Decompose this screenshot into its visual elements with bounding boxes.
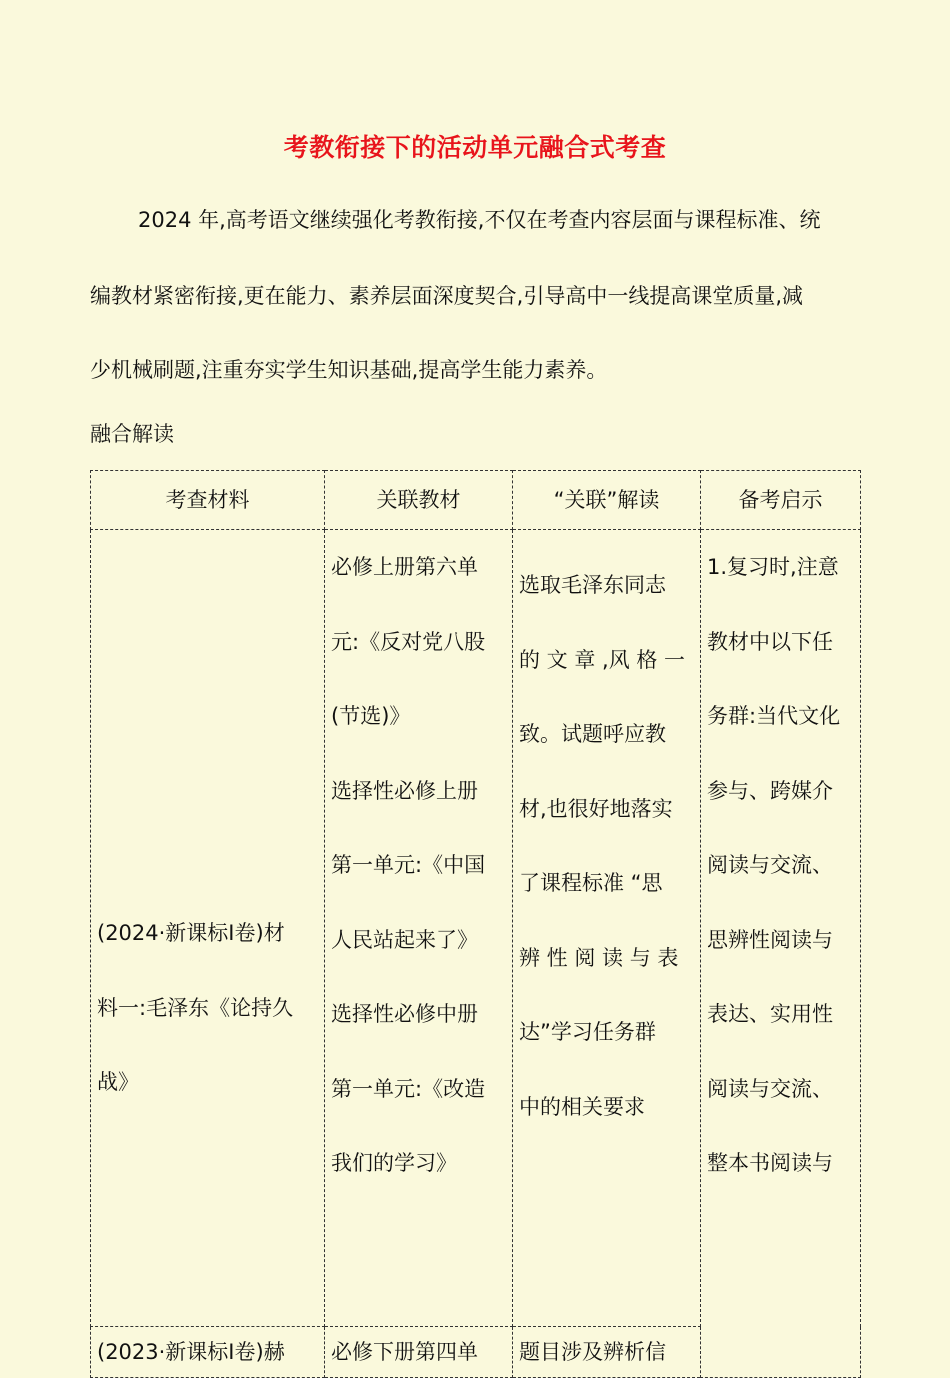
suggestion-line: 1.复习时,注意 [707, 555, 839, 579]
comparison-table [90, 470, 861, 1378]
header-material: 考查材料 [91, 471, 325, 530]
textbook-line: 选择性必修中册 [331, 1002, 478, 1026]
table-header-row [91, 471, 861, 530]
suggestion-line: 阅读与交流、 [707, 853, 833, 877]
textbook-line: 元:《反对党八股 [331, 629, 486, 654]
table-row [91, 530, 861, 1327]
textbook-line: 我们的学习》 [331, 1151, 457, 1175]
material-line: 战》 [97, 1070, 139, 1095]
textbook-line: 选择性必修上册 [331, 778, 478, 803]
section-label: 融合解读 [90, 422, 174, 446]
interpretation-line: 辨 性 阅 读 与 表 [519, 945, 679, 970]
cell-interpretation-2: 题目涉及辨析信 [513, 1327, 701, 1378]
header-textbook: 关联教材 [325, 471, 513, 530]
header-interpretation: “关联”解读 [513, 471, 701, 530]
material-line: (2024·新课标Ⅰ卷)材 [97, 921, 285, 946]
document-title: 考教衔接下的活动单元融合式考查 [283, 133, 667, 162]
suggestion-line: 思辨性阅读与 [707, 927, 833, 952]
textbook-line: 第一单元:《改造 [331, 1076, 486, 1101]
interpretation-line: 选取毛泽东同志 [519, 573, 666, 597]
cell-textbook-2: 必修下册第四单 [325, 1327, 513, 1378]
suggestion-line: 表达、实用性 [707, 1002, 833, 1026]
interpretation-line: 材,也很好地落实 [519, 796, 673, 821]
cell-textbook [325, 530, 513, 1327]
header-suggestion: 备考启示 [701, 471, 861, 530]
interpretation-line: 致。试题呼应教 [519, 722, 666, 746]
cell-material-2: (2023·新课标Ⅰ卷)赫 [91, 1327, 325, 1378]
suggestion-line: 阅读与交流、 [707, 1076, 833, 1101]
textbook-line: (节选)》 [331, 704, 411, 728]
cell-suggestion [701, 530, 861, 1378]
suggestion-line: 参与、跨媒介 [707, 778, 833, 803]
intro-line-1: 2024 年,高考语文继续强化考教衔接,不仅在考查内容层面与课程标准、统 [138, 208, 821, 232]
suggestion-line: 整本书阅读与 [707, 1151, 833, 1175]
intro-line-2: 编教材紧密衔接,更在能力、素养层面深度契合,引导高中一线提高课堂质量,减 [90, 284, 804, 308]
interpretation-line: 了课程标准 “思 [519, 871, 663, 895]
interpretation-line: 的 文 章 ,风 格 一 [519, 647, 686, 672]
cell-interpretation [513, 530, 701, 1327]
intro-line-3: 少机械刷题,注重夯实学生知识基础,提高学生能力素养。 [90, 358, 608, 382]
interpretation-line: 达”学习任务群 [519, 1020, 656, 1044]
textbook-line: 必修上册第六单 [331, 555, 478, 579]
suggestion-line: 教材中以下任 [707, 629, 833, 654]
interpretation-line: 中的相关要求 [519, 1094, 645, 1119]
suggestion-line: 务群:当代文化 [707, 704, 841, 728]
cell-material [91, 530, 325, 1327]
textbook-line: 第一单元:《中国 [331, 853, 486, 877]
material-line: 料一:毛泽东《论持久 [97, 995, 294, 1020]
textbook-line: 人民站起来了》 [331, 927, 478, 952]
